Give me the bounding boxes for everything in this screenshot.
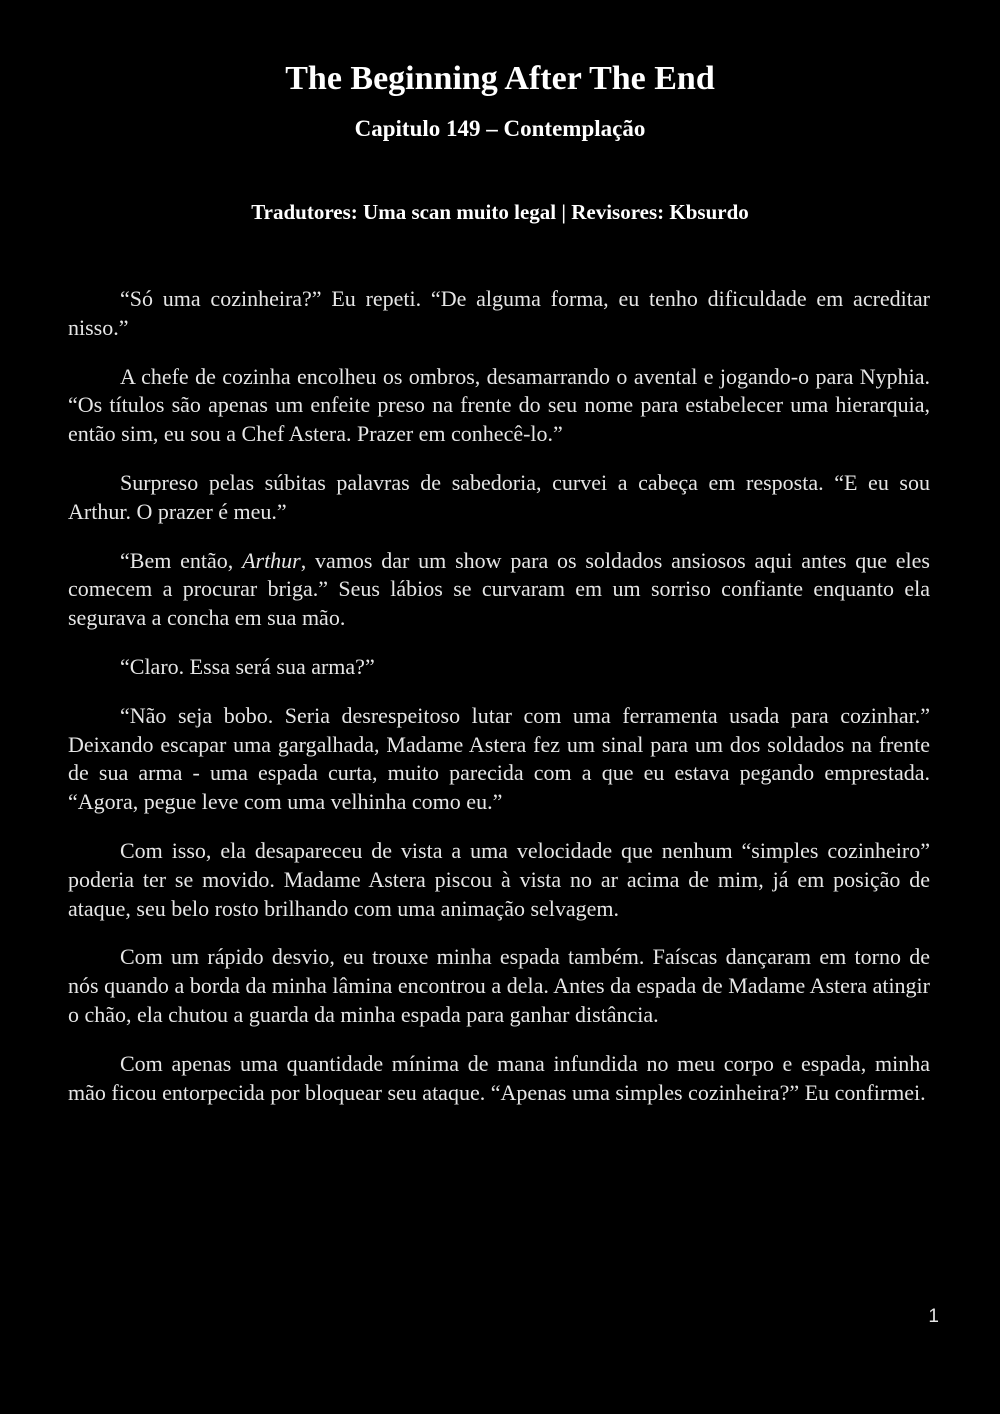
paragraph-6: “Não seja bobo. Seria desrespeitoso lutar com uma ferramenta usada para cozinhar.” Deixando escapar uma gargalhada, Madame Astera fez um sinal para um dos soldados na frente de sua arma - uma espada curta, muito parecida com a que eu estava pegando emprestada. “Agora, pegue leve com uma velhinha como eu.” <box>68 702 930 815</box>
paragraph-5: “Claro. Essa será sua arma?” <box>120 653 375 679</box>
paragraph-4 <box>68 547 930 633</box>
paragraph-1: “Só uma cozinheira?” Eu repeti. “De alguma forma, eu tenho dificuldade em acreditar nisso.” <box>68 286 930 340</box>
paragraph-8: Com um rápido desvio, eu trouxe minha espada também. Faíscas dançaram em torno de nós quando a borda da minha lâmina encontrou a dela. Antes da espada de Madame Astera atingir o chão, ela chutou a guarda da minha espada para ganhar distância. <box>68 944 930 1027</box>
paragraph-3: Surpreso pelas súbitas palavras de sabedoria, curvei a cabeça em resposta. “E eu sou Arthur. O prazer é meu.” <box>68 469 930 524</box>
paragraph-4-end: , vamos dar um show para os soldados ansiosos aqui antes que eles comecem a procurar briga.” Seus lábios se curvaram em um sorriso confiante enquanto ela segurava a concha em sua mão. <box>68 547 930 631</box>
paragraph-4-start: “Bem então, <box>120 547 243 573</box>
paragraph-4-emphasis: Arthur <box>242 547 301 573</box>
paragraph-9: Com apenas uma quantidade mínima de mana infundida no meu corpo e espada, minha mão ficou entorpecida por bloquear seu ataque. “Apenas uma simples cozinheira?” Eu confirmei. <box>68 1050 930 1105</box>
chapter-body <box>68 285 930 1127</box>
credits-line: Tradutores: Uma scan muito legal | Revisores: Kbsurdo <box>251 200 749 224</box>
chapter-title: Capitulo 149 – Contemplação <box>354 116 646 141</box>
page-number: 1 <box>928 1306 939 1327</box>
document-title: The Beginning After The End <box>285 60 715 97</box>
paragraph-7: Com isso, ela desapareceu de vista a uma velocidade que nenhum “simples cozinheiro” poderia ter se movido. Madame Astera piscou à vista no ar acima de mim, já em posição de ataque, seu belo rosto brilhando com uma animação selvagem. <box>68 837 930 921</box>
paragraph-2: A chefe de cozinha encolheu os ombros, desamarrando o avental e jogando-o para Nyphia. “Os títulos são apenas um enfeite preso na frente do seu nome para estabelecer uma hierarquia, então sim, eu sou a Chef Astera. Prazer em conhecê-lo.” <box>68 363 930 447</box>
